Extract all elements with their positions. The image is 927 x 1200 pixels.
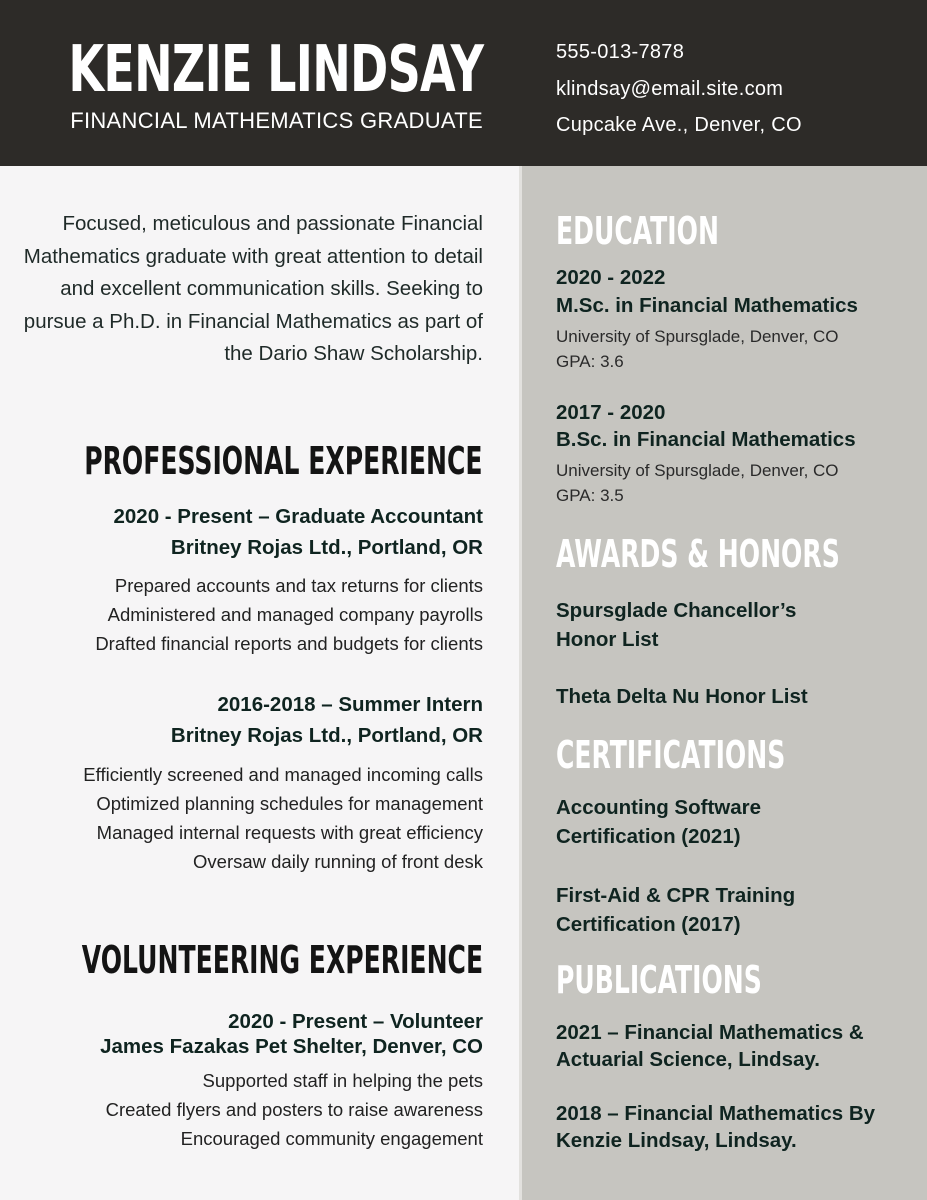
candidate-name: KENZIE LINDSAY — [68, 33, 483, 107]
education-school: University of Spursglade, Denver, CO — [556, 327, 839, 346]
awards-heading: AWARDS & HONORS — [556, 532, 840, 576]
education-heading: EDUCATION — [556, 209, 719, 253]
job-duty: Prepared accounts and tax returns for clients — [114, 575, 483, 596]
job-duty: Efficiently screened and managed incoming calls — [83, 764, 483, 785]
publication-item: 2018 – Financial Mathematics By Kenzie Lindsay, Lindsay. — [556, 1102, 876, 1152]
job-duty: Managed internal requests with great efficiency — [96, 822, 483, 843]
left-column — [0, 166, 519, 1200]
volunteer-duty: Created flyers and posters to raise awareness — [105, 1099, 483, 1120]
job-duties — [83, 760, 483, 876]
volunteer-duty: Encouraged community engagement — [180, 1128, 483, 1149]
publications-heading: PUBLICATIONS — [556, 958, 762, 1002]
candidate-subtitle: FINANCIAL MATHEMATICS GRADUATE — [70, 108, 483, 133]
volunteer-organization: James Fazakas Pet Shelter, Denver, CO — [100, 1035, 483, 1058]
publication-item: 2021 – Financial Mathematics & Actuarial Science, Lindsay. — [556, 1021, 864, 1071]
job-duties — [95, 571, 483, 658]
contact-email: klindsay@email.site.com — [556, 77, 784, 100]
contact-phone: 555-013-7878 — [556, 41, 685, 63]
education-years: 2020 - 2022 — [556, 266, 666, 289]
job-duty: Administered and managed company payrolls — [107, 604, 483, 625]
volunteering-experience-heading: VOLUNTEERING EXPERIENCE — [81, 938, 483, 982]
job-duty: Optimized planning schedules for management — [96, 793, 483, 814]
award-item: Spursglade Chancellor’s Honor List — [556, 599, 797, 651]
volunteer-duties — [106, 1066, 483, 1153]
education-gpa: GPA: 3.6 — [556, 352, 624, 371]
certifications-heading: CERTIFICATIONS — [556, 733, 786, 777]
certification-item: First-Aid & CPR Training Certification (2017) — [556, 884, 796, 936]
education-school: University of Spursglade, Denver, CO — [556, 461, 839, 480]
job-title: 2020 - Present – Graduate Accountant — [113, 505, 483, 528]
profile-summary: Focused, meticulous and passionate Financial Mathematics graduate with great attention to detail and excellent communication skills. Seeking to pursue a Ph.D. in Financial Mathematics as part of the Dario Shaw Scholarship. — [23, 212, 483, 365]
volunteer-title: 2020 - Present – Volunteer — [228, 1010, 483, 1033]
resume-header — [0, 0, 927, 166]
education-gpa: GPA: 3.5 — [556, 486, 624, 505]
job-company: Britney Rojas Ltd., Portland, OR — [170, 724, 483, 747]
education-years: 2017 - 2020 — [556, 401, 666, 424]
job-duty: Drafted financial reports and budgets for clients — [95, 633, 483, 654]
award-item: Theta Delta Nu Honor List — [556, 685, 808, 708]
job-duty: Oversaw daily running of front desk — [193, 851, 483, 872]
education-degree: M.Sc. in Financial Mathematics — [556, 294, 858, 317]
contact-address: Cupcake Ave., Denver, CO — [556, 114, 802, 136]
contact-info — [556, 34, 916, 144]
professional-experience-heading: PROFESSIONAL EXPERIENCE — [84, 439, 483, 483]
right-column — [519, 166, 927, 1200]
education-degree: B.Sc. in Financial Mathematics — [556, 428, 856, 451]
job-title: 2016-2018 – Summer Intern — [217, 693, 483, 716]
volunteer-duty: Supported staff in helping the pets — [202, 1070, 483, 1091]
job-company: Britney Rojas Ltd., Portland, OR — [170, 536, 483, 559]
certification-item: Accounting Software Certification (2021) — [556, 796, 762, 848]
